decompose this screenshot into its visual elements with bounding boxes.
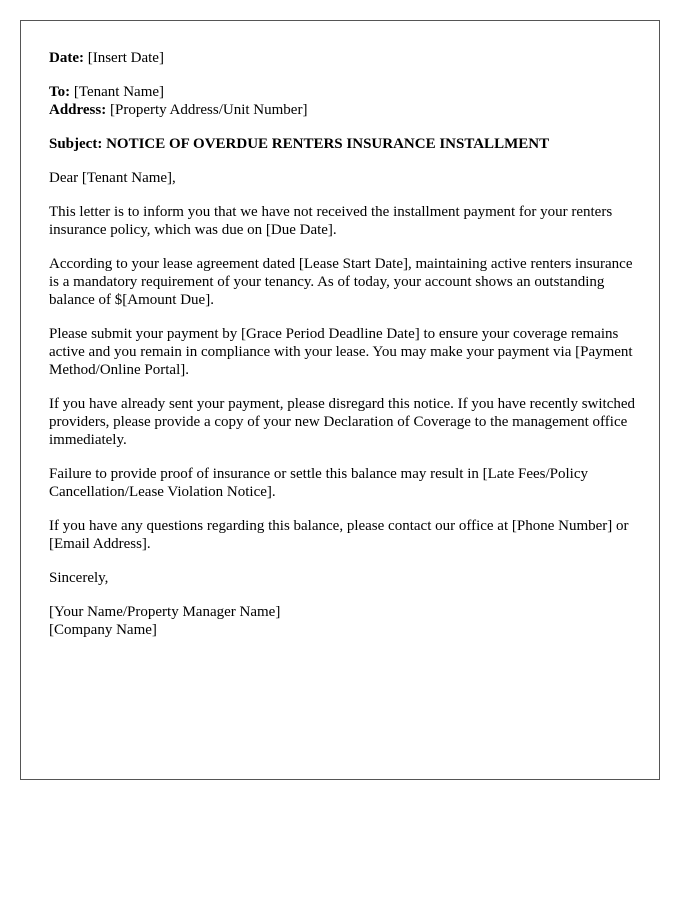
- subject-value: NOTICE OF OVERDUE RENTERS INSURANCE INSTALLMENT: [106, 136, 550, 152]
- address-value: [Property Address/Unit Number]: [109, 102, 308, 118]
- subject-line: [49, 135, 639, 153]
- paragraph-contact: If you have any questions regarding this balance, please contact our office at [Phone Number] or [Email Address].: [49, 518, 629, 552]
- paragraph-requirement: According to your lease agreement dated [Lease Start Date], maintaining active renters insurance is a mandatory requirement of your tenancy. As of today, your account shows an outstanding balance of $[Amount Due].: [49, 256, 633, 308]
- paragraph-disregard: If you have already sent your payment, please disregard this notice. If you have recently switched providers, please provide a copy of your new Declaration of Coverage to the management office immediately.: [49, 396, 636, 448]
- recipient-block: [49, 83, 639, 119]
- signoff: Sincerely,: [49, 570, 109, 586]
- paragraph-payment: Please submit your payment by [Grace Period Deadline Date] to ensure your coverage remains active and you remain in compliance with your lease. You may make your payment via [Payment Method/Online Portal].: [49, 326, 633, 378]
- company-name: [Company Name]: [49, 622, 157, 638]
- date-value: [Insert Date]: [87, 50, 164, 66]
- to-label: To:: [49, 84, 71, 100]
- letter-page: [20, 20, 660, 780]
- date-label: Date:: [49, 50, 84, 66]
- signer-name: [Your Name/Property Manager Name]: [49, 604, 281, 620]
- to-line: [49, 83, 639, 101]
- date-line: [49, 49, 639, 67]
- salutation: Dear [Tenant Name],: [49, 170, 176, 186]
- signature-block: [49, 603, 639, 639]
- subject-label: Subject:: [49, 136, 103, 152]
- address-label: Address:: [49, 102, 107, 118]
- to-value: [Tenant Name]: [73, 84, 165, 100]
- paragraph-consequences: Failure to provide proof of insurance or settle this balance may result in [Late Fees/Policy Cancellation/Lease Violation Notice].: [49, 466, 589, 500]
- address-line: [49, 101, 639, 119]
- paragraph-notice: This letter is to inform you that we have not received the installment payment for your renters insurance policy, which was due on [Due Date].: [49, 204, 613, 238]
